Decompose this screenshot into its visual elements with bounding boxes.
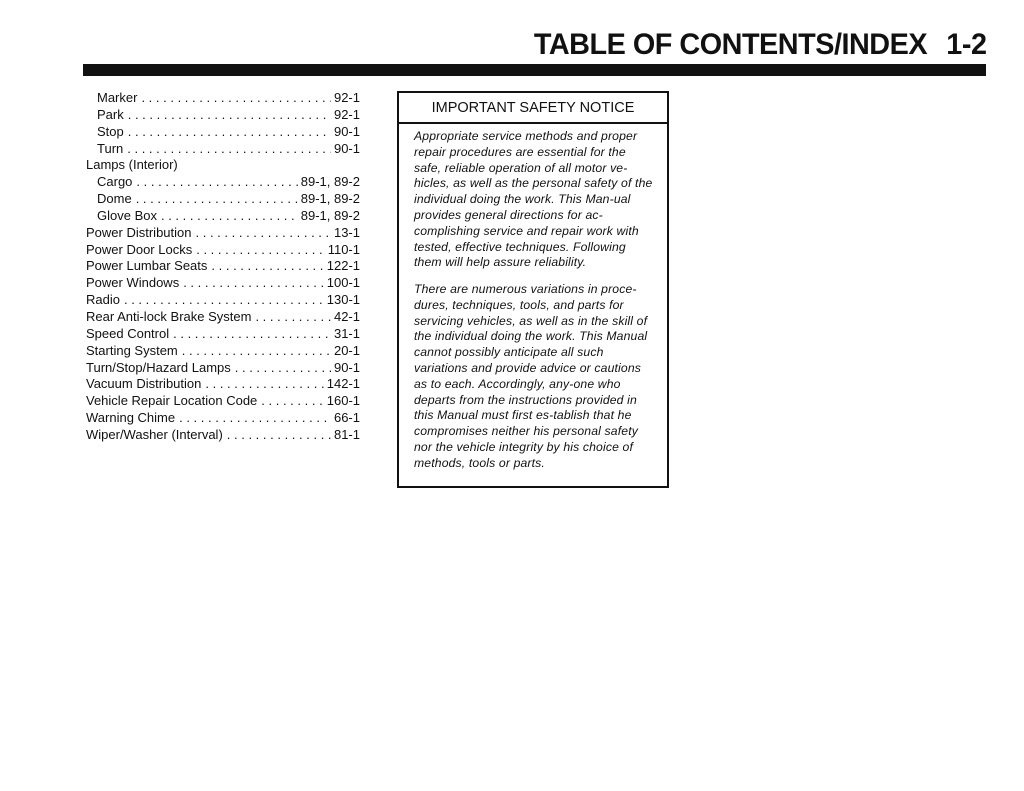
index-page-ref: 31-1 [333,325,360,341]
index-term: Power Door Locks [86,241,193,257]
dot-leader [227,427,331,444]
index-entry [86,393,360,410]
index-term: Lamps (Interior) [86,157,178,173]
index-entry [86,107,360,124]
header-rule [83,64,986,76]
index-term: Dome [97,191,132,207]
dot-leader [235,360,331,377]
safety-notice-title: IMPORTANT SAFETY NOTICE [431,100,635,116]
index-page-ref: 130-1 [326,292,360,308]
dot-leader [128,124,331,141]
index-page-ref: 89-1, 89-2 [300,174,360,190]
index-entry [86,258,360,275]
index-term: Starting System [86,342,178,358]
index-page-ref: 122-1 [326,258,360,274]
index-page-ref: 13-1 [333,224,360,240]
index-page-ref: 90-1 [333,123,360,139]
index-entry [86,427,360,444]
index-term: Power Lumbar Seats [86,258,208,274]
section-title: TABLE OF CONTENTS/INDEX [533,28,927,61]
index-term: Marker [97,90,138,105]
index-term: Stop [97,123,124,139]
index-list [86,90,360,444]
index-page-ref: 90-1 [333,140,360,156]
index-entry [86,309,360,326]
index-page-ref: 92-1 [333,90,360,105]
index-entry [86,208,360,225]
index-entry [86,242,360,259]
dot-leader [128,107,331,124]
index-page-ref: 92-1 [333,106,360,122]
dot-leader [141,90,331,107]
safety-notice-paragraph-1: Appropriate service methods and proper repair procedures are essential for the safe, reliable operation of all motor ve-hicles, as well as the personal safety of the individual doing the work. This Man-ual provides general directions for ac-complishing service and repair work with tested, effective techniques. Following them will help assure reliability. [414,129,653,270]
index-term: Radio [86,292,120,308]
index-entry [86,410,360,427]
index-entry [86,275,360,292]
index-entry [86,225,360,242]
safety-notice-divider [399,122,667,124]
index-entry [86,174,360,191]
dot-leader [196,225,331,242]
dot-leader [261,393,323,410]
index-page-ref: 160-1 [326,393,360,409]
dot-leader [136,174,297,191]
index-page-ref: 110-1 [327,241,360,257]
index-page-ref: 42-1 [333,308,360,324]
safety-notice-box [397,91,669,488]
index-page-ref: 66-1 [333,410,360,426]
index-term: Turn/Stop/Hazard Lamps [86,359,231,375]
index-page-ref: 81-1 [333,426,360,442]
index-term: Power Windows [86,275,180,291]
dot-leader [136,191,298,208]
index-entry [86,292,360,309]
index-term: Speed Control [86,325,170,341]
index-page-ref: 89-1, 89-2 [300,207,360,223]
dot-leader [127,141,331,158]
dot-leader [183,275,324,292]
index-entry [86,157,360,174]
index-page-ref: 20-1 [333,342,360,358]
page-title [533,28,986,62]
index-term: Turn [97,140,124,156]
index-entry [86,326,360,343]
index-entry [86,360,360,377]
dot-leader [182,343,331,360]
dot-leader [173,326,331,343]
dot-leader [179,410,331,427]
index-term: Vacuum Distribution [86,376,202,392]
dot-leader [124,292,324,309]
dot-leader [255,309,331,326]
index-term: Warning Chime [86,410,176,426]
dot-leader [161,208,298,225]
index-entry [86,124,360,141]
index-entry [86,90,360,107]
index-term: Park [97,106,124,122]
dot-leader [211,258,323,275]
index-term: Power Distribution [86,224,192,240]
index-term: Wiper/Washer (Interval) [86,426,223,442]
index-term: Glove Box [97,207,157,223]
safety-notice-paragraph-2: There are numerous variations in proce-dures, techniques, tools, and parts for servicing vehicles, as well as in the skill of the individual doing the work. This Manual cannot possibly anticipate all such variations and provide advice or cautions as to each. Accordingly, any-one who departs from the instructions provided in this Manual must first es-tablish that he compromises neither his personal safety nor the vehicle integrity by his choice of methods, tools or parts. [414,282,648,470]
index-term: Cargo [97,174,133,190]
index-page-ref: 100-1 [326,275,360,291]
index-entry [86,376,360,393]
index-page-ref: 142-1 [326,376,360,392]
dot-leader [196,242,324,259]
index-entry [86,191,360,208]
index-entry [86,141,360,158]
dot-leader [205,376,323,393]
index-page-ref: 90-1 [333,359,360,375]
index-entry [86,343,360,360]
index-term: Vehicle Repair Location Code [86,393,258,409]
page-number: 1-2 [945,28,986,61]
index-page-ref: 89-1, 89-2 [300,191,360,207]
index-term: Rear Anti-lock Brake System [86,308,252,324]
